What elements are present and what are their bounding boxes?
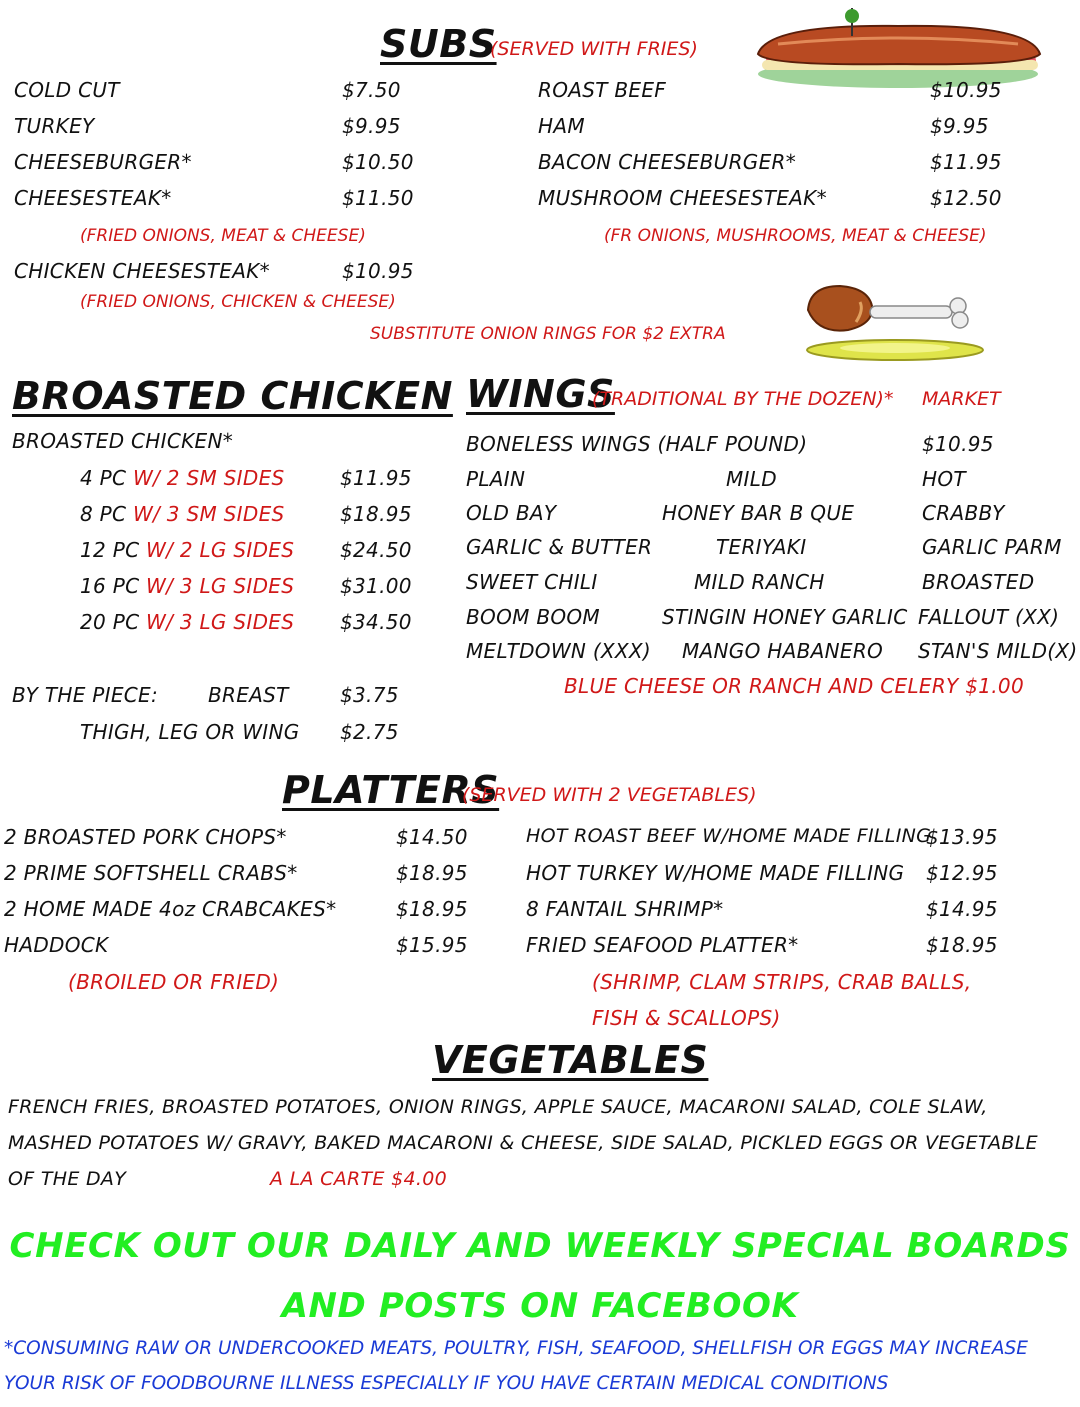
sides-label: 3 LG SIDES <box>179 574 295 598</box>
seafood-note-line2: FISH & SCALLOPS) <box>592 1006 781 1030</box>
sides-label: 2 SM SIDES <box>166 466 285 490</box>
with-label: W/ <box>132 502 161 526</box>
vegetables-line3: OF THE DAY <box>8 1168 127 1190</box>
wing-flavor: SWEET CHILI <box>466 570 598 594</box>
wings-extra-note: BLUE CHEESE OR RANCH AND CELERY $1.00 <box>564 674 1024 698</box>
sub-item-price: $10.50 <box>342 150 414 174</box>
wings-subtitle: (TRADITIONAL BY THE DOZEN)* <box>592 388 894 410</box>
wing-flavor: STINGIN HONEY GARLIC <box>662 605 908 629</box>
sub-item-name: ROAST BEEF <box>538 78 667 102</box>
wings-market-price: MARKET <box>922 388 1001 410</box>
with-label: W/ <box>146 538 174 562</box>
sub-item-name: TURKEY <box>14 114 95 138</box>
disclaimer-line1: *CONSUMING RAW OR UNDERCOOKED MEATS, POULTRY, FISH, SEAFOOD, SHELLFISH OR EGGS MAY INCREASE <box>4 1338 1028 1359</box>
platter-item-price: $18.95 <box>396 897 468 921</box>
wing-flavor: MANGO HABANERO <box>682 639 884 663</box>
platter-item-price: $14.50 <box>396 825 468 849</box>
boneless-wings-label: BONELESS WINGS (HALF POUND) <box>466 432 808 456</box>
broasted-row <box>80 502 285 526</box>
sub-item-price: $9.95 <box>342 114 401 138</box>
platter-item-price: $14.95 <box>926 897 998 921</box>
wing-flavor: MELTDOWN (XXX) <box>466 639 652 663</box>
by-piece-label: BY THE PIECE: <box>12 683 159 707</box>
wing-flavor: GARLIC & BUTTER <box>466 535 653 559</box>
sub-item-name: CHEESESTEAK* <box>14 186 172 210</box>
sub-item-price: $9.95 <box>930 114 989 138</box>
subs-title: SUBS <box>380 22 497 66</box>
platters-subtitle: (SERVED WITH 2 VEGETABLES) <box>462 784 757 806</box>
platter-item-name: 2 PRIME SOFTSHELL CRABS* <box>4 861 298 885</box>
wing-flavor: MILD RANCH <box>694 570 825 594</box>
haddock-note: (BROILED OR FRIED) <box>68 970 280 994</box>
vegetables-title: VEGETABLES <box>432 1038 709 1082</box>
cheesesteak-note: (FRIED ONIONS, MEAT & CHEESE) <box>80 226 366 246</box>
wing-flavor: GARLIC PARM <box>922 535 1062 559</box>
broasted-title: BROASTED CHICKEN <box>12 374 453 418</box>
piece-count: 8 PC <box>80 502 127 526</box>
sub-item-name: HAM <box>538 114 585 138</box>
sub-item-price: $12.50 <box>930 186 1002 210</box>
a-la-carte-price: A LA CARTE $4.00 <box>270 1168 447 1190</box>
sub-item-price: $10.95 <box>342 259 414 283</box>
wing-flavor: MILD <box>726 467 777 491</box>
broasted-row <box>80 538 294 562</box>
sub-item-name: COLD CUT <box>14 78 120 102</box>
broasted-row <box>80 610 294 634</box>
platter-item-name: 8 FANTAIL SHRIMP* <box>526 897 724 921</box>
broasted-price: $18.95 <box>340 502 412 526</box>
wing-flavor: STAN'S MILD(X) <box>918 639 1078 663</box>
with-label: W/ <box>146 574 174 598</box>
with-label: W/ <box>146 610 174 634</box>
platters-title: PLATTERS <box>282 768 500 812</box>
platter-item-name: FRIED SEAFOOD PLATTER* <box>526 933 799 957</box>
promo-line2: AND POSTS ON FACEBOOK <box>281 1286 799 1326</box>
subs-subtitle: (SERVED WITH FRIES) <box>490 38 698 60</box>
broasted-heading: BROASTED CHICKEN* <box>12 429 234 453</box>
mushroom-note: (FR ONIONS, MUSHROOMS, MEAT & CHEESE) <box>604 226 987 246</box>
disclaimer-line2: YOUR RISK OF FOODBOURNE ILLNESS ESPECIALLY IF YOU HAVE CERTAIN MEDICAL CONDITIONS <box>4 1373 889 1394</box>
sub-item-price: $11.50 <box>342 186 414 210</box>
breast-price: $3.75 <box>340 683 399 707</box>
sub-item-name: CHEESEBURGER* <box>14 150 192 174</box>
piece-count: 4 PC <box>80 466 127 490</box>
broasted-price: $24.50 <box>340 538 412 562</box>
platter-item-name: 2 HOME MADE 4oz CRABCAKES* <box>4 897 337 921</box>
sub-item-price: $11.95 <box>930 150 1002 174</box>
piece-count: 12 PC <box>80 538 140 562</box>
wing-flavor: OLD BAY <box>466 501 557 525</box>
wing-flavor: FALLOUT (XX) <box>918 605 1060 629</box>
piece-count: 20 PC <box>80 610 140 634</box>
wing-flavor: TERIYAKI <box>716 535 807 559</box>
promo-line1: CHECK OUT OUR DAILY AND WEEKLY SPECIAL BOARDS <box>9 1226 1071 1266</box>
wing-flavor: HOT <box>922 467 966 491</box>
piece-count: 16 PC <box>80 574 140 598</box>
thigh-price: $2.75 <box>340 720 399 744</box>
vegetables-line2: MASHED POTATOES W/ GRAVY, BAKED MACARONI & CHEESE, SIDE SALAD, PICKLED EGGS OR VEGETABLE <box>8 1132 1038 1154</box>
platter-item-name: HOT TURKEY W/HOME MADE FILLING <box>526 861 905 885</box>
sub-item-name: MUSHROOM CHEESESTEAK* <box>538 186 827 210</box>
platter-item-price: $18.95 <box>926 933 998 957</box>
breast-label: BREAST <box>208 683 289 707</box>
platter-item-price: $13.95 <box>926 825 998 849</box>
thigh-label: THIGH, LEG OR WING <box>80 720 300 744</box>
vegetables-line1: FRENCH FRIES, BROASTED POTATOES, ONION RINGS, APPLE SAUCE, MACARONI SALAD, COLE SLAW, <box>8 1096 988 1118</box>
broasted-row <box>80 466 285 490</box>
sub-sandwich-icon <box>748 4 1048 94</box>
sides-label: 2 LG SIDES <box>179 538 295 562</box>
sides-label: 3 SM SIDES <box>166 502 285 526</box>
chicken-leg-icon <box>800 282 995 362</box>
wing-flavor: PLAIN <box>466 467 526 491</box>
platter-item-price: $12.95 <box>926 861 998 885</box>
sub-item-price: $7.50 <box>342 78 401 102</box>
chicken-note: (FRIED ONIONS, CHICKEN & CHEESE) <box>80 292 396 312</box>
sub-item-name: CHICKEN CHEESESTEAK* <box>14 259 270 283</box>
boneless-wings-price: $10.95 <box>922 432 994 456</box>
platter-item-name: HADDOCK <box>4 933 109 957</box>
wing-flavor: CRABBY <box>922 501 1005 525</box>
broasted-price: $31.00 <box>340 574 412 598</box>
seafood-note-line1: (SHRIMP, CLAM STRIPS, CRAB BALLS, <box>592 970 972 994</box>
wing-flavor: BOOM BOOM <box>466 605 600 629</box>
platter-item-price: $15.95 <box>396 933 468 957</box>
broasted-price: $11.95 <box>340 466 412 490</box>
sub-item-price: $10.95 <box>930 78 1002 102</box>
platter-item-name: HOT ROAST BEEF W/HOME MADE FILLING <box>526 825 932 847</box>
broasted-price: $34.50 <box>340 610 412 634</box>
with-label: W/ <box>132 466 161 490</box>
wings-title: WINGS <box>466 372 615 416</box>
wing-flavor: HONEY BAR B QUE <box>662 501 855 525</box>
wing-flavor: BROASTED <box>922 570 1035 594</box>
platter-item-name: 2 BROASTED PORK CHOPS* <box>4 825 287 849</box>
sides-label: 3 LG SIDES <box>179 610 295 634</box>
platter-item-price: $18.95 <box>396 861 468 885</box>
sub-item-name: BACON CHEESEBURGER* <box>538 150 797 174</box>
substitute-note: SUBSTITUTE ONION RINGS FOR $2 EXTRA <box>370 324 726 344</box>
broasted-row <box>80 574 294 598</box>
